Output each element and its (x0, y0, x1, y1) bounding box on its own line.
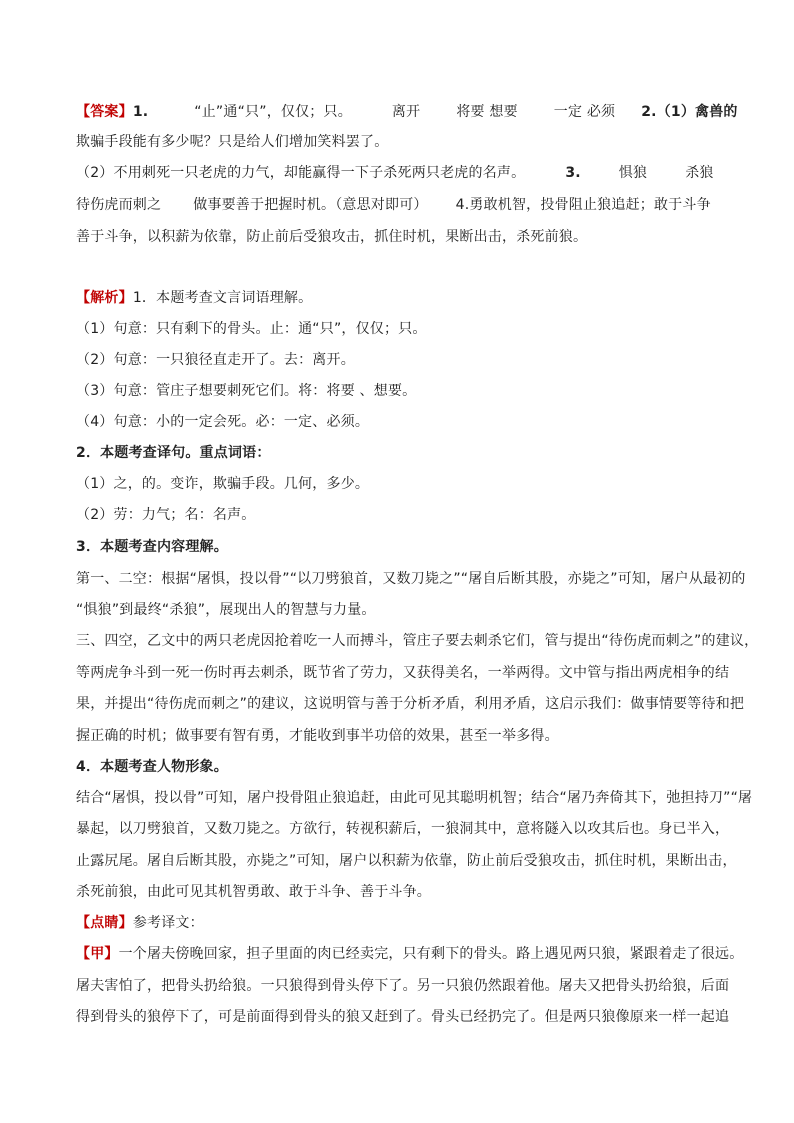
answer-tag: 【答案】 (76, 104, 133, 120)
analysis-line-8: 3．本题考查内容理解。 (76, 539, 228, 555)
translation-line-1: 屠夫害怕了，把骨头扔给狼。一只狼得到骨头停下了。另一只狼仍然跟着他。屠夫又把骨头扔给狼，后面 (76, 978, 730, 994)
analysis-text-0: 1．本题考查文言词语理解。 (132, 290, 313, 306)
translation-text-0: 一个屠夫傍晚回家，担子里面的肉已经卖完，只有剩下的骨头。路上遇见两只狼，紧跟着走了很远。 (118, 946, 744, 962)
answer-1-3: 将要 想要 (456, 104, 518, 120)
analysis-line-7: （2）劳：力气；名：名声。 (76, 507, 256, 523)
answer-3-3: 待伤虎而刺之 (76, 197, 162, 213)
answer-3-4: 做事要善于把握时机。（意思对即可） (193, 197, 428, 213)
analysis-line-14: 握正确的时机；做事要有智有勇，才能收到事半功倍的效果，甚至一举多得。 (76, 728, 559, 744)
analysis-line-15: 4．本题考查人物形象。 (76, 759, 228, 775)
answer-2-2: （2）不用刺死一只老虎的力气，却能赢得一下子杀死两只老虎的名声。 (76, 165, 526, 181)
analysis-line-12: 等两虎争斗到一死一伤时再去刺杀，既节省了劳力，又获得美名，一举两得。文中管与指出两虎相争的结 (76, 665, 730, 681)
answer-3-2: 杀狼 (685, 165, 714, 181)
answer-1-4: 一定 必须 (553, 104, 616, 120)
translation-line-2: 得到骨头的狼停下了，可是前面得到骨头的狼又赶到了。骨头已经扔完了。但是两只狼像原来一样一起追 (76, 1009, 730, 1025)
translation-tag: 【甲】 (76, 946, 119, 962)
analysis-tag: 【解析】 (76, 290, 133, 306)
answer-line-1 (76, 102, 738, 122)
pointer-line (76, 913, 722, 933)
analysis-line-17: 暴起，以刀劈狼首，又数刀毙之。方欲行，转视积薪后，一狼洞其中，意将隧入以攻其后也。身已半入， (76, 821, 730, 837)
analysis-line-16: 结合“屠惧，投以骨”可知，屠户投骨阻止狼追赶，由此可见其聪明机智；结合“屠乃奔倚其下，弛担持刀”“屠 (76, 790, 753, 806)
answer-1-2: 离开 (391, 104, 421, 120)
analysis-line-19: 杀死前狼，由此可见其机智勇敢、敢于斗争、善于斗争。 (76, 884, 431, 900)
analysis-line-3: （3）句意：管庄子想要刺死它们。将：将要 、想要。 (76, 383, 417, 399)
answer-2-start: 2.（1）禽兽的 (641, 104, 738, 120)
answer-line-4 (76, 195, 722, 215)
analysis-line-2: （2）句意：一只狼径直走开了。去：离开。 (76, 352, 355, 368)
analysis-line-0 (76, 288, 722, 308)
analysis-line-10: “惧狼”到最终“杀狼”，展现出人的智慧与力量。 (76, 602, 376, 618)
analysis-line-18: 止露尻尾。屠自后断其股，亦毙之”可知，屠户以积薪为依靠，防止前后受狼攻击，抓住时机，果断出击， (76, 853, 737, 869)
pointer-tag: 【点睛】 (76, 915, 133, 931)
pointer-text: 参考译文： (132, 915, 204, 931)
answer-num-3: 3. (565, 165, 581, 181)
analysis-line-9: 第一、二空：根据“屠惧，投以骨”“以刀劈狼首，又数刀毙之”“屠自后断其股，亦毙之”可知，屠户从最初的 (76, 571, 746, 587)
answer-num-1: 1. (132, 104, 149, 120)
analysis-line-6: （1）之，的。变诈，欺骗手段。几何，多少。 (76, 476, 370, 492)
analysis-line-4: （4）句意：小的一定会死。必：一定、必须。 (76, 414, 370, 430)
translation-line-0 (76, 944, 744, 964)
analysis-line-5: 2．本题考查译句。重点词语： (76, 445, 271, 461)
answer-line-3 (76, 163, 722, 183)
analysis-line-11: 三、四空，乙文中的两只老虎因抢着吃一人而搏斗，管庄子要去刺杀它们，管与提出“待伤虎而刺之”的建议， (76, 633, 759, 649)
analysis-line-1: （1）句意：只有剩下的骨头。止：通“只”，仅仅；只。 (76, 321, 427, 337)
answer-1-1: “止”通“只”，仅仅；只。 (194, 104, 352, 120)
answer-line-5: 善于斗争，以积薪为依靠，防止前后受狼攻击，抓住时机，果断出击，杀死前狼。 (76, 229, 588, 245)
analysis-line-13: 果，并提出“待伤虎而刺之”的建议，这说明管与善于分析矛盾，利用矛盾，这启示我们：做事情要等待和把 (76, 696, 745, 712)
answer-4: 4.勇敢机智，投骨阻止狼追赶；敢于斗争 (455, 197, 711, 213)
answer-3-1: 惧狼 (618, 165, 648, 181)
answer-line-2: 欺骗手段能有多少呢？只是给人们增加笑料罢了。 (76, 134, 389, 150)
